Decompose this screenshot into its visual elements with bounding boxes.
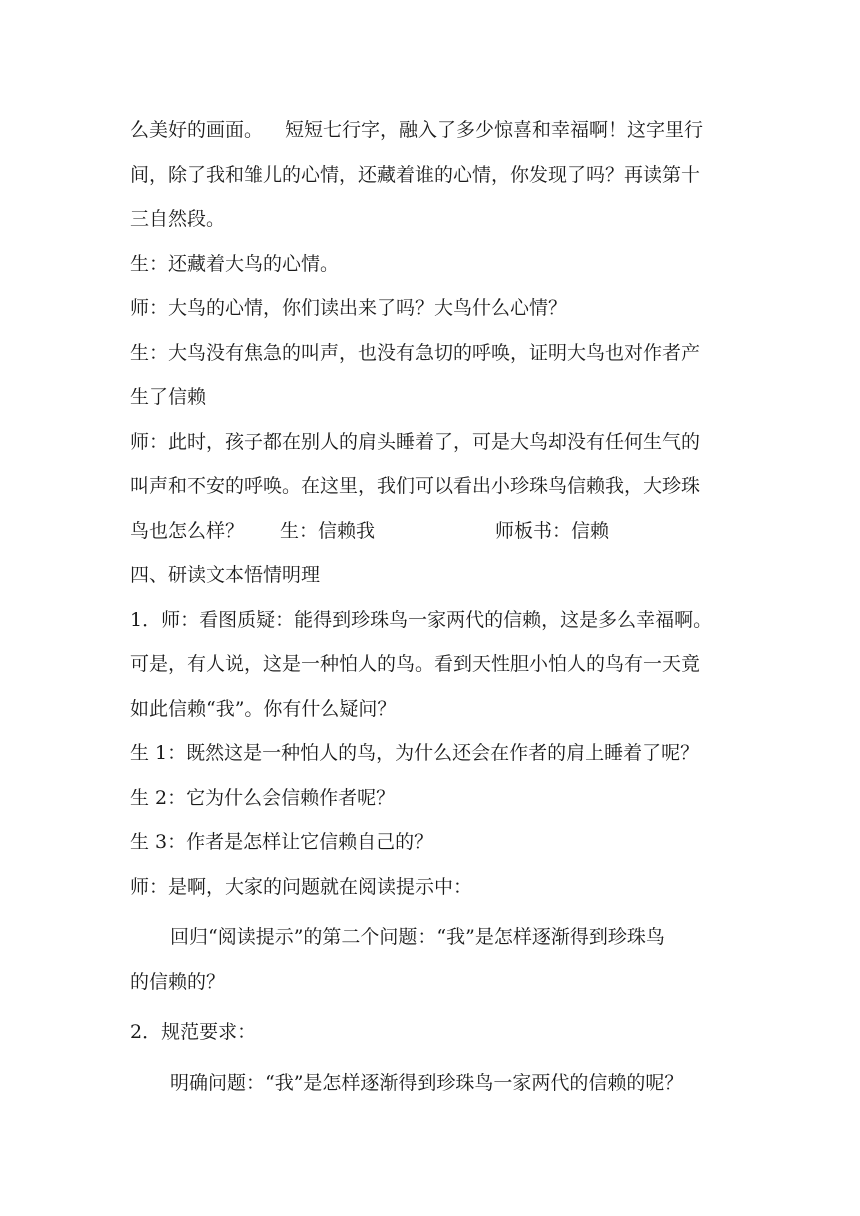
text-line-22: 明确问题：“我”是怎样逐渐得到珍珠鸟一家两代的信赖的呢？ bbox=[170, 1071, 684, 1094]
text-line-10 bbox=[130, 509, 740, 554]
text-line-18: 师：是啊，大家的问题就在阅读提示中： bbox=[130, 875, 473, 898]
document-body bbox=[130, 108, 740, 1105]
text-line-17: 生 3：作者是怎样让它信赖自己的？ bbox=[130, 831, 434, 853]
text-line-13: 可是，有人说，这是一种怕人的鸟。看到天性胆小怕人的鸟有一天竟 bbox=[130, 653, 701, 675]
text-line-15: 生 1：既然这是一种怕人的鸟，为什么还会在作者的肩上睡着了呢？ bbox=[130, 742, 700, 764]
text-line-20: 的信赖的？ bbox=[130, 970, 226, 993]
text-line-16: 生 2：它为什么会信赖作者呢？ bbox=[130, 786, 396, 809]
text-segment: 鸟也怎么样？ bbox=[130, 519, 245, 542]
text-line-12: 1．师：看图质疑：能得到珍珠鸟一家两代的信赖，这是多么幸福啊。 bbox=[130, 608, 713, 631]
text-line-21: 2．规范要求： bbox=[130, 1021, 257, 1043]
text-line-6: 生：大鸟没有焦急的叫声，也没有急切的呼唤，证明大鸟也对作者产 bbox=[130, 341, 701, 364]
text-line-8: 师：此时，孩子都在别人的肩头睡着了，可是大鸟却没有任何生气的 bbox=[130, 430, 701, 453]
text-line-19: 回归“阅读提示”的第二个问题：“我”是怎样逐渐得到珍珠鸟 bbox=[170, 926, 665, 948]
text-line-4: 生：还藏着大鸟的心情。 bbox=[130, 252, 340, 275]
text-line-7: 生了信赖 bbox=[130, 386, 207, 408]
text-segment: 师板书：信赖 bbox=[495, 519, 610, 542]
text-line-1 bbox=[130, 108, 740, 153]
text-line-5: 师：大鸟的心情，你们读出来了吗？大鸟什么心情？ bbox=[130, 297, 568, 319]
text-segment: 短短七行字，融入了多少惊喜和幸福啊！这字里行 bbox=[285, 119, 704, 141]
text-line-3: 三自然段。 bbox=[130, 208, 226, 230]
text-line-2: 间，除了我和雏儿的心情，还藏着谁的心情，你发现了吗？再读第十 bbox=[130, 163, 701, 186]
text-line-14: 如此信赖“我”。你有什么疑问？ bbox=[130, 697, 397, 720]
text-segment: 生：信赖我 bbox=[280, 519, 376, 542]
text-line-9: 叫声和不安的呼唤。在这里，我们可以看出小珍珠鸟信赖我，大珍珠 bbox=[130, 475, 701, 497]
text-segment: 么美好的画面。 bbox=[130, 119, 264, 141]
section-heading: 四、研读文本悟情明理 bbox=[130, 564, 321, 586]
